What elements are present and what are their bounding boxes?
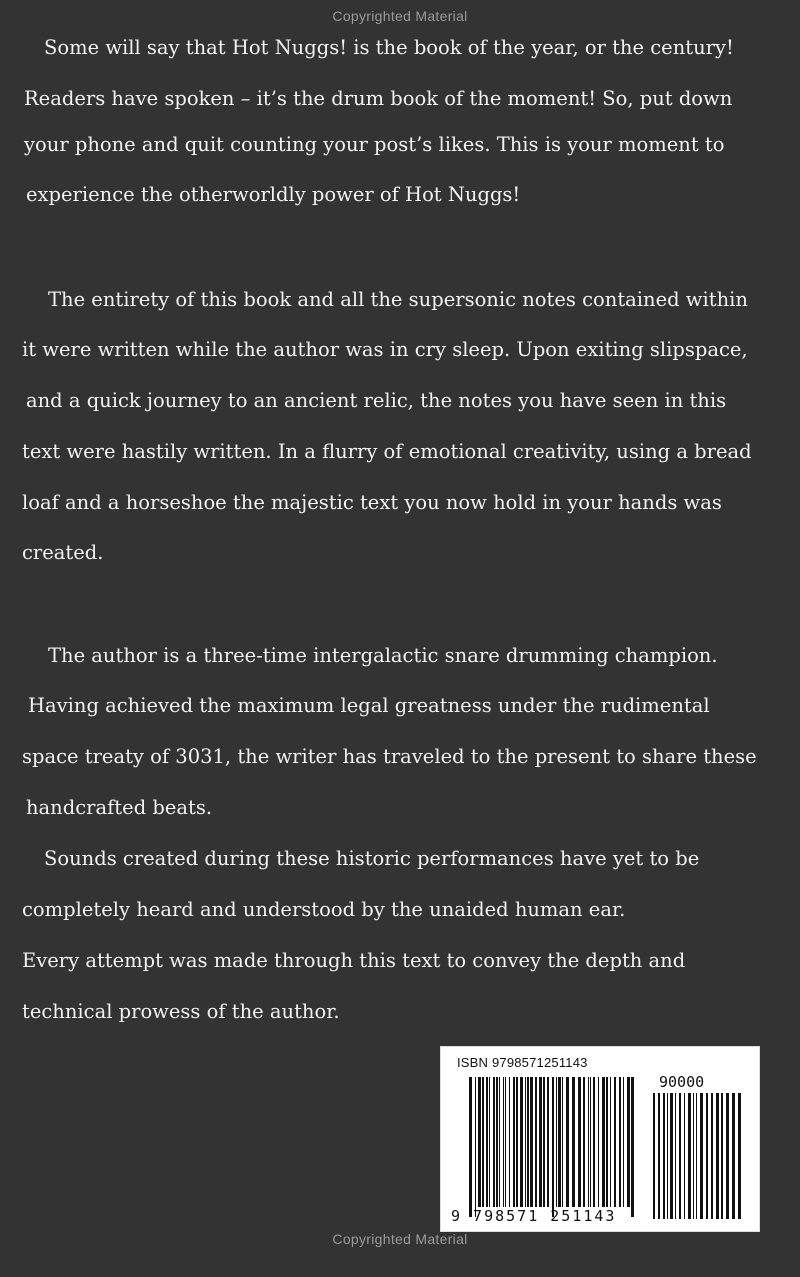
- paragraph-3-line-7: Every attempt was made through this text to convey the depth and: [22, 949, 686, 972]
- paragraph-3-line-8: technical prowess of the author.: [22, 1000, 340, 1023]
- barcode-bar: [593, 1077, 595, 1207]
- barcode-main-bars: [469, 1077, 635, 1217]
- barcode-addon-bar: [700, 1093, 703, 1219]
- barcode-bar: [535, 1077, 537, 1207]
- paragraph-1-line-3: your phone and quit counting your post’s likes. This is your moment to: [24, 133, 725, 156]
- barcode-bar: [619, 1077, 621, 1207]
- barcode-bar: [562, 1077, 563, 1207]
- barcode-bar: [547, 1077, 549, 1207]
- barcode-bar: [493, 1077, 495, 1207]
- paragraph-2-line-2: it were written while the author was in cry sleep. Upon exiting slipspace,: [22, 338, 748, 361]
- barcode-bar: [590, 1077, 591, 1207]
- barcode-bar: [513, 1077, 515, 1207]
- barcode-addon-bar: [732, 1093, 735, 1219]
- barcode-bar: [516, 1077, 518, 1207]
- barcode-bar: [610, 1077, 611, 1207]
- barcode-bar: [539, 1077, 542, 1207]
- paragraph-2-line-6: created.: [22, 541, 104, 564]
- barcode-addon-bar: [693, 1093, 694, 1219]
- barcode-addon-bar: [679, 1093, 681, 1219]
- barcode-bar: [583, 1077, 585, 1207]
- barcode-addon-bar: [667, 1093, 668, 1219]
- barcode-bar: [623, 1077, 624, 1207]
- barcode-bar: [499, 1077, 500, 1207]
- paragraph-1-line-1: Some will say that Hot Nuggs! is the book of the year, or the century!: [44, 36, 734, 59]
- barcode-addon-bar: [738, 1093, 741, 1219]
- barcode-bar: [588, 1077, 589, 1207]
- paragraph-3-line-2: Having achieved the maximum legal greatness under the rudimental: [28, 694, 710, 717]
- barcode-addon-bar: [721, 1093, 723, 1219]
- barcode-addon-bar: [711, 1093, 713, 1219]
- paragraph-2-line-4: text were hastily written. In a flurry of emotional creativity, using a bread: [22, 440, 752, 463]
- barcode-bar: [606, 1077, 608, 1207]
- barcode-bar: [496, 1077, 498, 1207]
- isbn-label: ISBN 9798571251143: [457, 1055, 588, 1070]
- barcode-addon-bar: [658, 1093, 660, 1219]
- paragraph-1-line-2: Readers have spoken – it’s the drum book of the moment! So, put down: [24, 87, 733, 110]
- barcode-bar: [469, 1077, 472, 1217]
- barcode-bar: [475, 1077, 476, 1217]
- isbn-digits: 9 798571 251143: [451, 1207, 617, 1225]
- barcode-bar: [572, 1077, 575, 1207]
- paragraph-3-line-6: completely heard and understood by the unaided human ear.: [22, 898, 626, 921]
- barcode-addon-bar: [653, 1093, 655, 1219]
- paragraph-2-line-1: The entirety of this book and all the supersonic notes contained within: [48, 288, 748, 311]
- barcode-bar: [614, 1077, 616, 1207]
- barcode-bar: [482, 1077, 484, 1207]
- isbn-barcode: [440, 1046, 760, 1232]
- paragraph-3-line-5: Sounds created during these historic performances have yet to be: [44, 847, 700, 870]
- barcode-bar: [503, 1077, 504, 1207]
- barcode-bar: [598, 1077, 599, 1207]
- barcode-bar: [558, 1077, 561, 1207]
- barcode-addon-bar: [696, 1093, 697, 1219]
- barcode-addon-bar: [716, 1093, 719, 1219]
- barcode-bar: [509, 1077, 510, 1207]
- barcode-bar: [478, 1077, 481, 1207]
- barcode-bar: [505, 1077, 506, 1207]
- paragraph-1-line-4: experience the otherworldly power of Hot Nuggs!: [26, 183, 521, 206]
- barcode-bar: [543, 1077, 545, 1207]
- barcode-bar: [627, 1077, 630, 1207]
- barcode-bar: [602, 1077, 605, 1207]
- paragraph-2-line-3: and a quick journey to an ancient relic, the notes you have seen in this: [26, 389, 727, 412]
- paragraph-3-line-1: The author is a three-time intergalactic snare drumming champion.: [48, 644, 718, 667]
- barcode-addon-bar: [706, 1093, 708, 1219]
- barcode-bar: [520, 1077, 523, 1207]
- barcode-addon-bar: [675, 1093, 676, 1219]
- barcode-addon-bar: [688, 1093, 691, 1219]
- barcode-bar: [489, 1077, 490, 1207]
- barcode-bar: [527, 1077, 529, 1207]
- price-addon-code: 90000: [659, 1073, 705, 1091]
- paragraph-3-line-3: space treaty of 3031, the writer has traveled to the present to share these: [22, 745, 757, 768]
- barcode-bar: [631, 1077, 634, 1217]
- paragraph-2-line-5: loaf and a horseshoe the majestic text you now hold in your hands was: [22, 491, 722, 514]
- barcode-bar: [530, 1077, 533, 1207]
- barcode-addon-bar: [684, 1093, 685, 1219]
- copyright-watermark-bottom: Copyrighted Material: [332, 1231, 468, 1247]
- barcode-bar: [486, 1077, 488, 1207]
- barcode-addon-bars: [653, 1093, 743, 1219]
- paragraph-3-line-4: handcrafted beats.: [26, 796, 213, 819]
- barcode-bar: [556, 1077, 557, 1207]
- barcode-bar: [525, 1077, 526, 1207]
- barcode-addon-bar: [670, 1093, 673, 1219]
- barcode-addon-bar: [726, 1093, 729, 1219]
- barcode-bar: [566, 1077, 569, 1207]
- barcode-bar: [552, 1077, 554, 1217]
- barcode-bar: [578, 1077, 581, 1207]
- copyright-watermark-top: Copyrighted Material: [332, 8, 468, 24]
- barcode-addon-bar: [663, 1093, 665, 1219]
